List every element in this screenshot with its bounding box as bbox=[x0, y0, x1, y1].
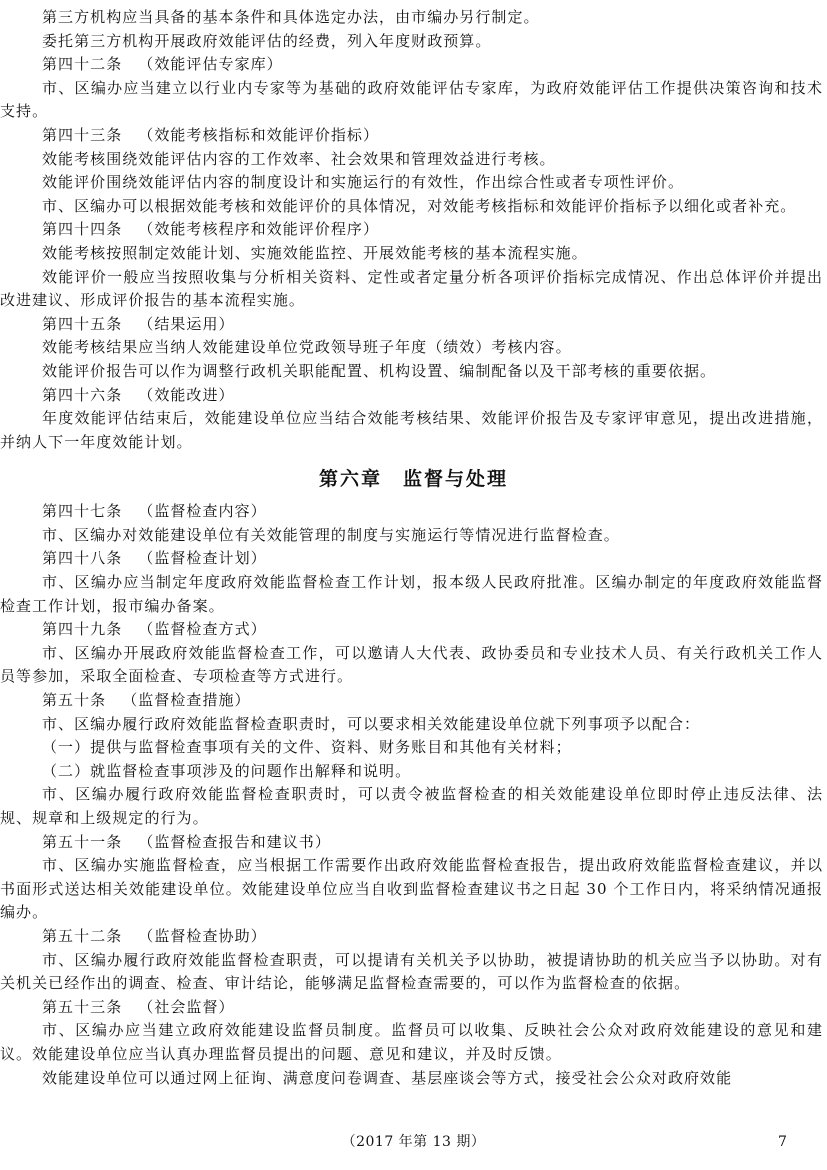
article-title: （社会监督） bbox=[138, 997, 235, 1016]
paragraph: 效能考核围绕效能评估内容的工作效率、社会效果和管理效益进行考核。 bbox=[42, 149, 556, 168]
article-number: 第四十三条 bbox=[42, 125, 123, 144]
article-number: 第四十五条 bbox=[42, 314, 123, 333]
article-number: 第四十七条 bbox=[42, 502, 123, 521]
paragraph: 效能评价围绕效能评估内容的制度设计和实施运行的有效性，作出综合性或者专项性评价。 bbox=[42, 173, 685, 192]
article-title: （效能改进） bbox=[138, 385, 235, 404]
article-number: 第四十八条 bbox=[42, 549, 123, 568]
paragraph: 效能建设单位可以通过网上征询、满意度问卷调查、基层座谈会等方式，接受社会公众对政府效能 bbox=[42, 1068, 733, 1087]
article-number: 第五十一条 bbox=[42, 832, 123, 851]
paragraph: 市、区编办履行政府效能监督检查职责，可以提请有关机关予以协助，被提请协助的机关应当予以协助。对有关机关已经作出的调查、检查、审计结论，能够满足监督检查需要的，可以作为监督检查的依据。 bbox=[0, 950, 823, 993]
article-title: （效能考核指标和效能评价指标） bbox=[138, 125, 380, 144]
paragraph: 市、区编办履行政府效能监督检查职责时，可以责令被监督检查的相关效能建设单位即时停止违反法律、法规、规章和上级规定的行为。 bbox=[0, 785, 823, 827]
paragraph: 市、区编办实施监督检查，应当根据工作需要作出政府效能监督检查报告，提出政府效能监督检查建议，并以书面形式送达相关效能建设单位。效能建设单位应当自收到监督检查建议书之日起 30 个工作日内，将采纳情况通报编办。 bbox=[0, 856, 823, 922]
article-heading bbox=[42, 925, 823, 949]
article-title: （监督检查内容） bbox=[138, 502, 267, 521]
paragraph: 效能评价一般应当按照收集与分析相关资料、定性或者定量分析各项评价指标完成情况、作出总体评价并提出改进建议、形成评价报告的基本流程实施。 bbox=[0, 267, 823, 310]
article-title: （效能评估专家库） bbox=[138, 55, 283, 74]
article-heading bbox=[42, 618, 823, 642]
article-number: 第四十九条 bbox=[42, 620, 123, 639]
paragraph: （一）提供与监督检查事项有关的文件、资料、财务账目和其他有关材料； bbox=[42, 738, 572, 757]
paragraph: 效能评价报告可以作为调整行政机关职能配置、机构设置、编制配备以及干部考核的重要依据。 bbox=[42, 361, 717, 380]
article-title: （监督检查报告和建议书） bbox=[138, 832, 331, 851]
article-number: 第五十三条 bbox=[42, 997, 123, 1016]
paragraph: 市、区编办可以根据效能考核和效能评价的具体情况，对效能考核指标和效能评价指标予以细化或者补充。 bbox=[42, 196, 797, 215]
article-heading bbox=[42, 53, 823, 77]
article-heading bbox=[42, 500, 823, 524]
article-heading bbox=[42, 831, 823, 855]
article-heading bbox=[42, 218, 823, 242]
paragraph: （二）就监督检查事项涉及的问题作出解释和说明。 bbox=[42, 761, 412, 780]
article-heading bbox=[42, 547, 823, 571]
article-number: 第四十六条 bbox=[42, 385, 123, 404]
paragraph: 市、区编办应当制定年度政府效能监督检查工作计划，报本级人民政府批准。区编办制定的年度政府效能监督检查工作计划，报市编办备案。 bbox=[0, 573, 823, 615]
paragraph: 第三方机构应当具备的基本条件和具体选定办法，由市编办另行制定。 bbox=[42, 8, 540, 26]
page-number: 7 bbox=[778, 1134, 788, 1150]
article-heading bbox=[42, 313, 823, 337]
paragraph: 效能考核按照制定效能计划、实施效能监控、开展效能考核的基本流程实施。 bbox=[42, 243, 588, 262]
article-number: 第四十二条 bbox=[42, 55, 123, 74]
article-title: （监督检查措施） bbox=[122, 691, 251, 710]
paragraph: 市、区编办履行政府效能监督检查职责时，可以要求相关效能建设单位就下列事项予以配合： bbox=[42, 714, 701, 733]
chapter-heading: 第六章 监督与处理 bbox=[318, 468, 508, 491]
article-title: （监督检查方式） bbox=[138, 620, 267, 639]
article-title: （监督检查计划） bbox=[138, 549, 267, 568]
paragraph: 市、区编办应当建立政府效能建设监督员制度。监督员可以收集、反映社会公众对政府效能建设的意见和建议。效能建设单位应当认真办理监督员提出的问题、意见和建议，并及时反馈。 bbox=[0, 1021, 823, 1063]
paragraph: 年度效能评估结束后，效能建设单位应当结合效能考核结果、效能评价报告及专家评审意见，提出改进措施，并纳人下一年度效能计划。 bbox=[0, 409, 823, 451]
article-title: （结果运用） bbox=[138, 314, 235, 333]
issue-label: （2017 年第 13 期） bbox=[341, 1134, 486, 1150]
article-heading bbox=[42, 124, 823, 148]
article-heading bbox=[42, 384, 823, 408]
article-heading bbox=[42, 996, 823, 1020]
article-number: 第五十二条 bbox=[42, 926, 123, 945]
paragraph: 市、区编办应当建立以行业内专家等为基础的政府效能评估专家库，为政府效能评估工作提供决策咨询和技术支持。 bbox=[0, 78, 823, 121]
article-number: 第五十条 bbox=[42, 691, 107, 710]
article-heading bbox=[42, 689, 823, 713]
article-title: （监督检查协助） bbox=[138, 926, 267, 945]
paragraph: 市、区编办开展政府效能监督检查工作，可以邀请人大代表、政协委员和专业技术人员、有关行政机关工作人员等参加，采取全面检查、专项检查等方式进行。 bbox=[0, 643, 823, 686]
document-body bbox=[0, 6, 823, 1090]
paragraph: 效能考核结果应当纳人效能建设单位党政领导班子年度（绩效）考核内容。 bbox=[42, 338, 572, 357]
paragraph: 市、区编办对效能建设单位有关效能管理的制度与实施运行等情况进行监督检查。 bbox=[42, 525, 620, 544]
paragraph: 委托第三方机构开展政府效能评估的经费，列入年度财政预算。 bbox=[42, 31, 492, 50]
article-number: 第四十四条 bbox=[42, 220, 123, 239]
article-title: （效能考核程序和效能评价程序） bbox=[138, 220, 380, 239]
